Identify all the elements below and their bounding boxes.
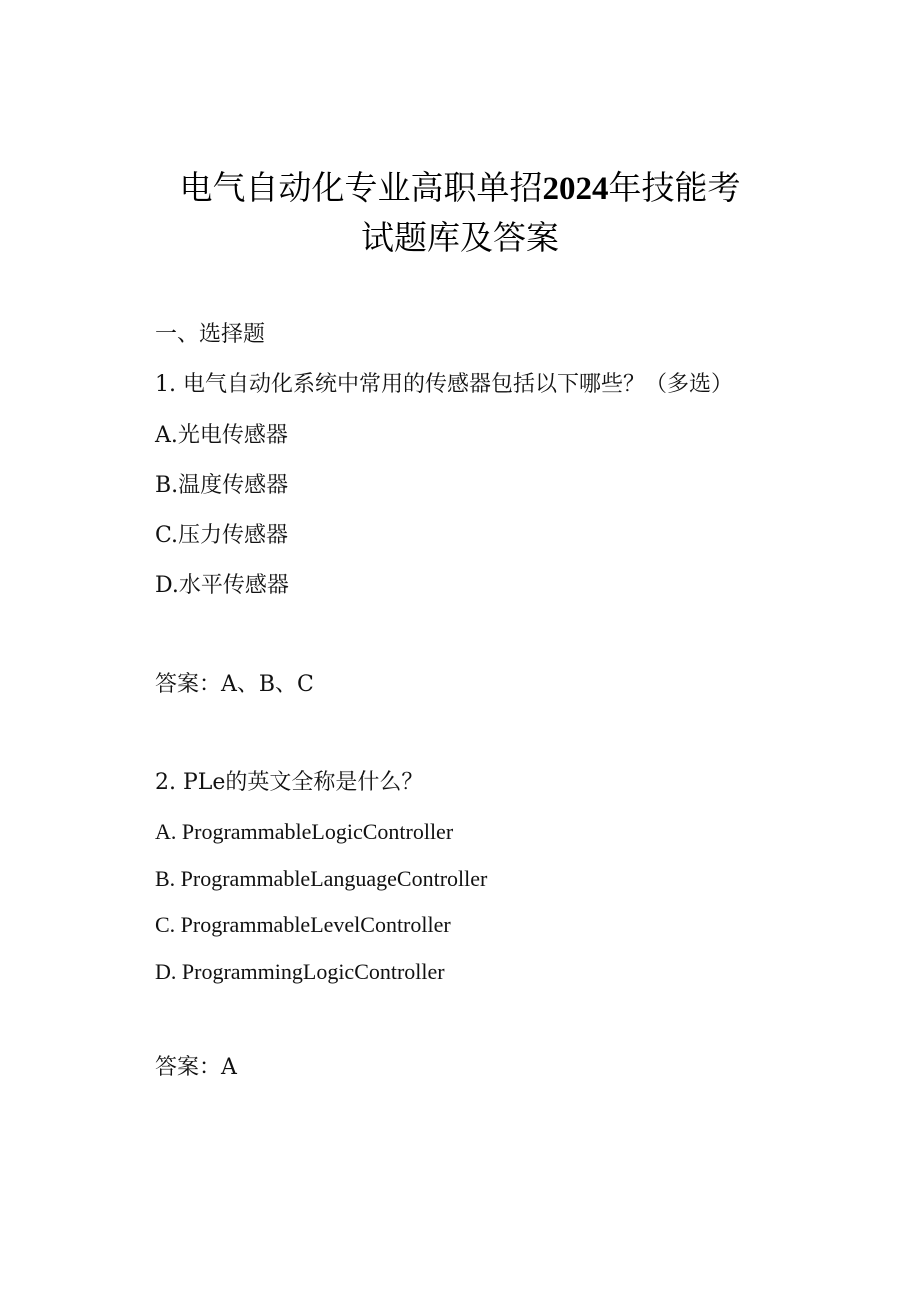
question-2-text: 2. PLe的英文全称是什么？ (155, 770, 424, 795)
question-2-answer: 答案：A (155, 1055, 237, 1080)
title-suffix: 年技能考 (608, 168, 741, 207)
title-prefix: 电气自动化专业高职单招 (179, 168, 543, 207)
question-2-option-d: D. ProgrammingLogicController (155, 959, 445, 984)
question-2-option-a: A. ProgrammableLogicController (155, 819, 454, 844)
title-year: 2024 (542, 171, 609, 207)
question-2-option-b: B. ProgrammableLanguageController (155, 866, 488, 891)
question-1-option-a: A.光电传感器 (155, 423, 288, 448)
question-1-text: 1. 电气自动化系统中常用的传感器包括以下哪些？（多选） (155, 372, 733, 397)
section-heading: 一、选择题 (155, 322, 266, 347)
question-1-option-d: D.水平传感器 (155, 573, 289, 598)
question-1-option-c: C.压力传感器 (155, 523, 289, 548)
question-1-option-b: B.温度传感器 (155, 473, 289, 498)
document-title-line-1 (0, 168, 920, 209)
question-2-option-c: C. ProgrammableLevelController (155, 912, 451, 937)
document-title-line-2: 试题库及答案 (361, 218, 559, 257)
question-1-answer: 答案：A、B、C (155, 672, 314, 697)
